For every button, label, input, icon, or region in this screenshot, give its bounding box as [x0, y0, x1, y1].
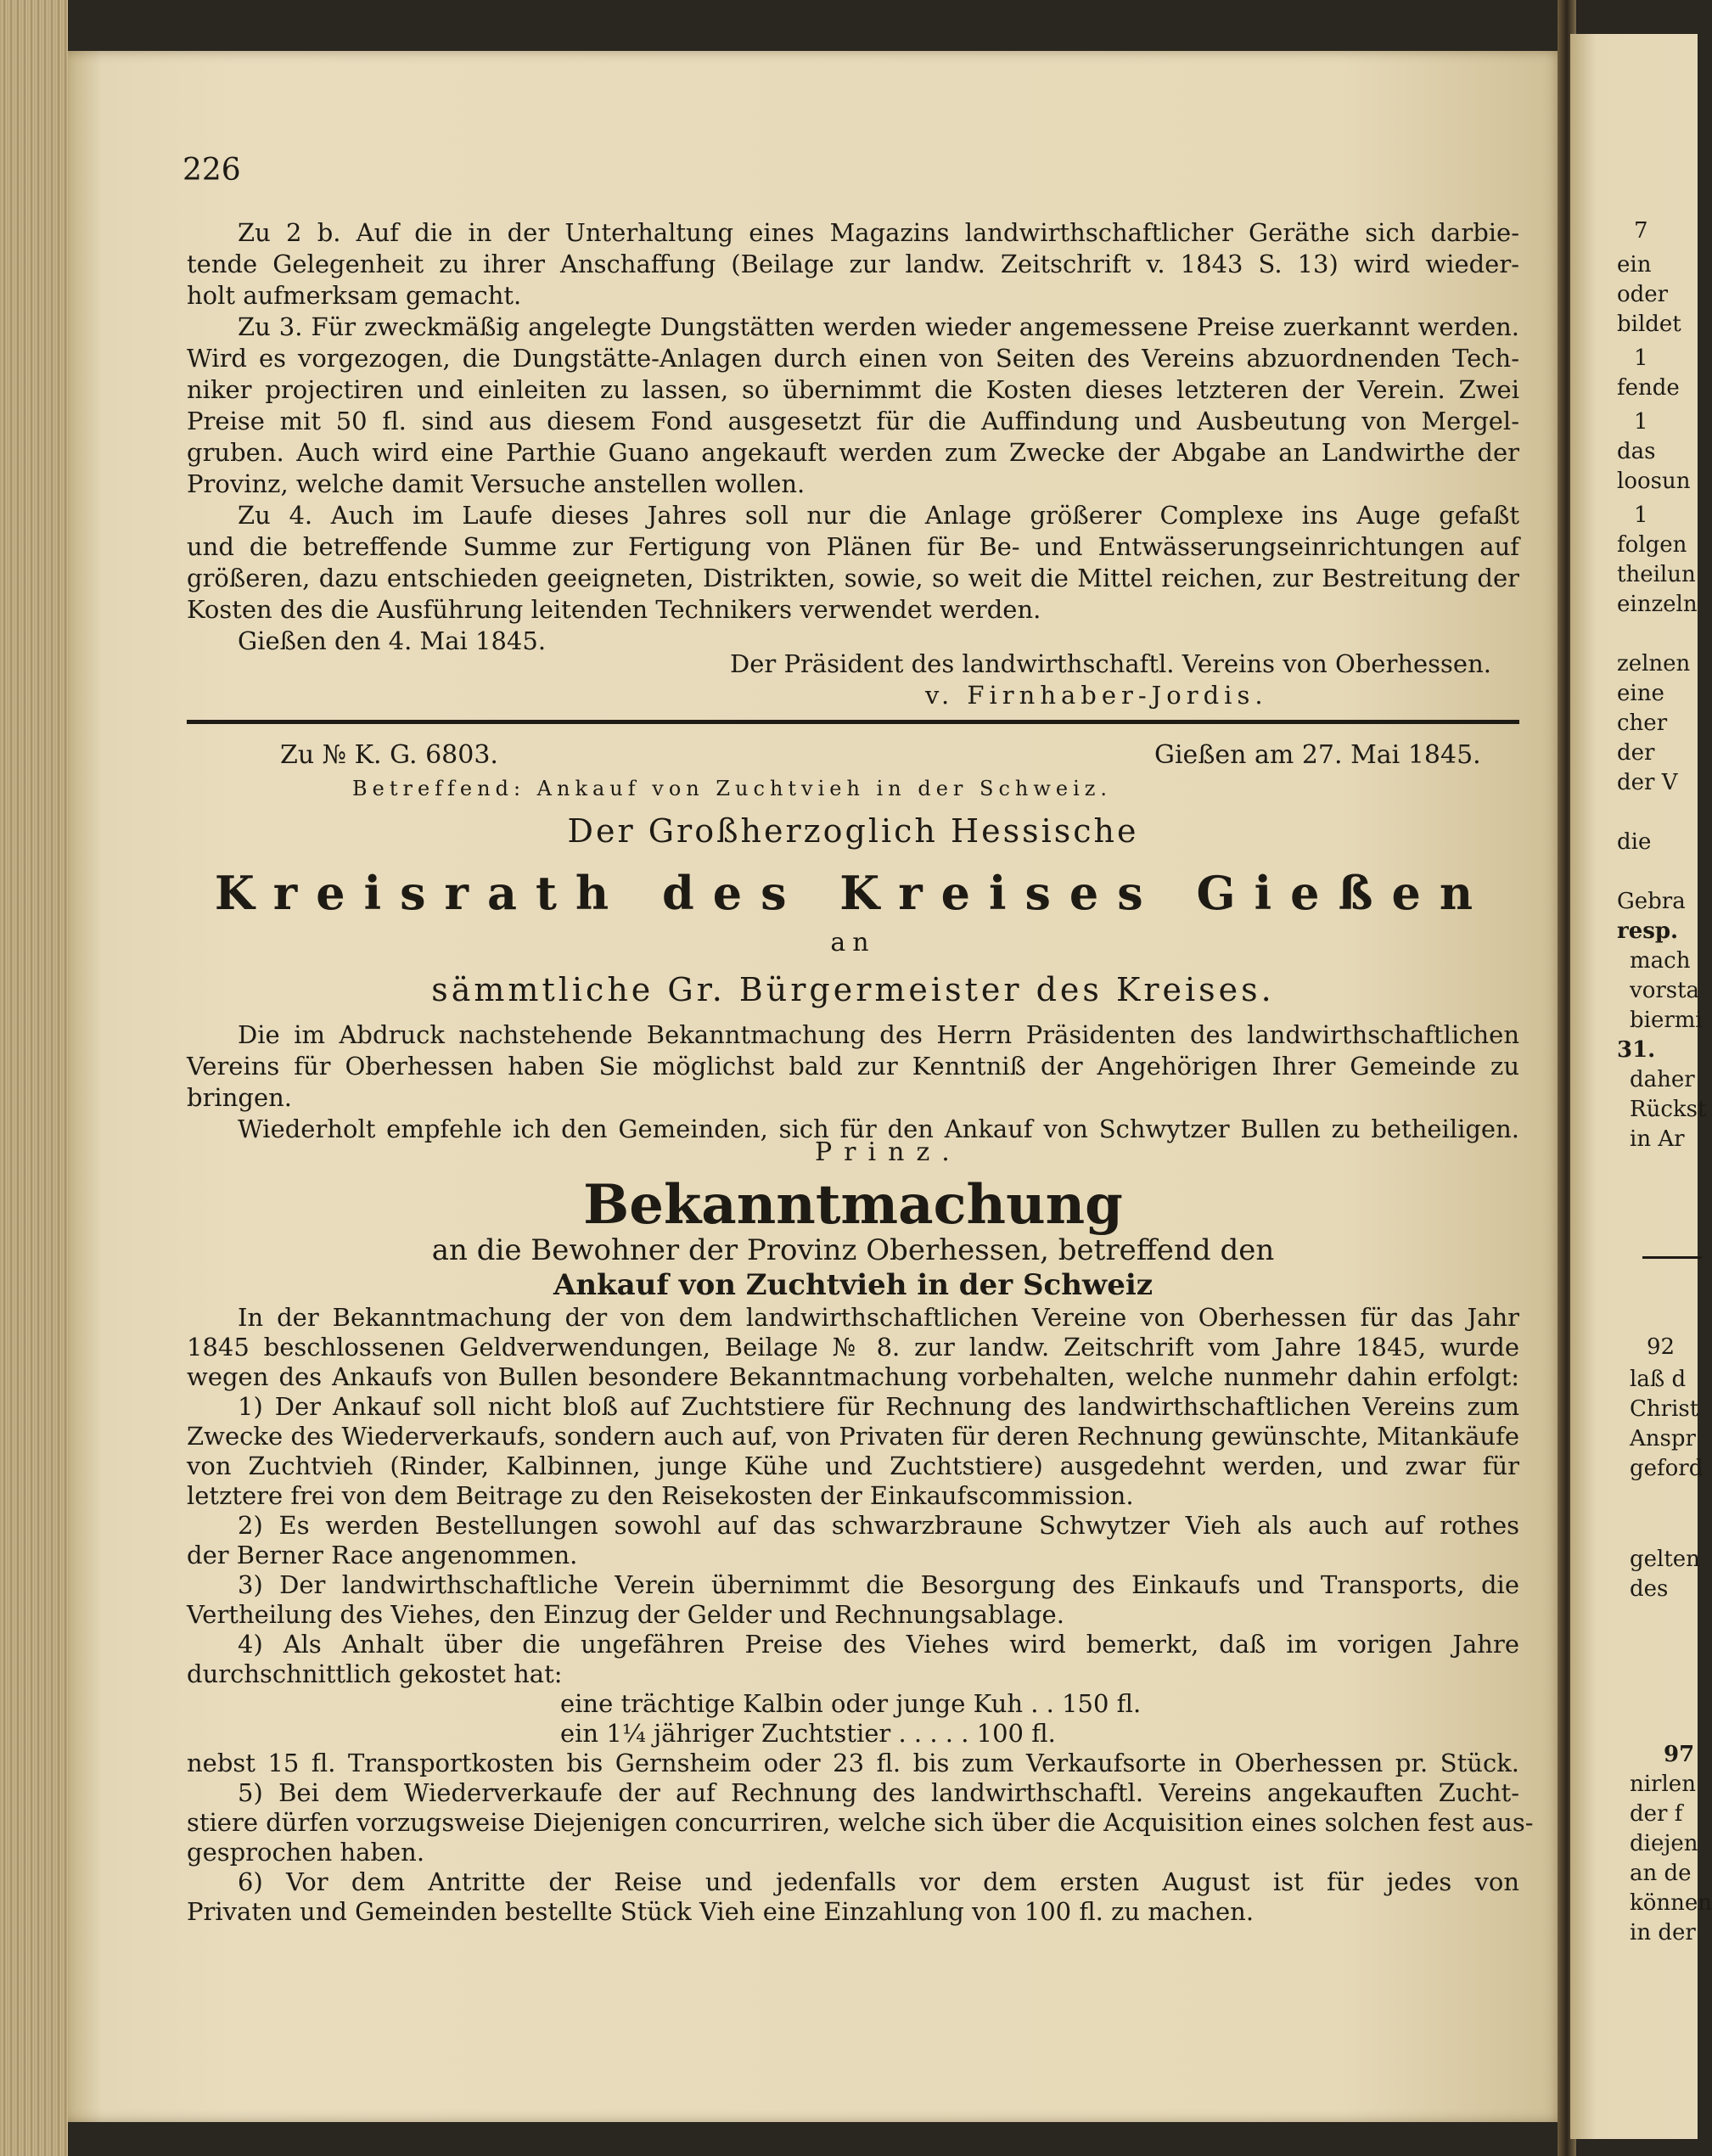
right-fragment: folgen	[1617, 532, 1687, 558]
place-date: Gießen am 27. Mai 1845.	[1154, 740, 1481, 770]
text-line: tende Gelegenheit zu ihrer Anschaffung (Beilage zur landw. Zeitschrift v. 1843 S. 13) wird wieder-	[187, 250, 1519, 278]
text-line: bringen.	[187, 1083, 293, 1112]
issuer-title: Kreisrath des Kreises Gießen	[214, 866, 1492, 920]
announcement-topic: Ankauf von Zuchtvieh in der Schweiz	[553, 1268, 1153, 1302]
right-fragment: daher	[1630, 1067, 1695, 1092]
text-line: Zu 3. Für zweckmäßig angelegte Dungstätten werden wieder angemessene Preise zuerkannt werden.	[238, 312, 1519, 341]
announcement-title: Bekanntmachung	[583, 1173, 1123, 1237]
right-fragment: nirlen	[1630, 1771, 1696, 1797]
right-fragment: 7	[1634, 218, 1648, 244]
right-fragment: 31.	[1617, 1037, 1656, 1063]
right-fragment: fende	[1617, 375, 1680, 401]
right-fragment: oder	[1617, 282, 1669, 307]
text-line: Wird es vorgezogen, die Dungstätte-Anlagen durch einen von Seiten des Vereins abzuordnenden Tech-	[187, 344, 1519, 373]
right-fragment: einzeln	[1617, 592, 1698, 617]
text-line: von Zuchtvieh (Rinder, Kalbinnen, junge Kühe und Zuchtstiere) ausgedehnt werden, und zwar für	[187, 1451, 1519, 1480]
right-fragment: Gebra	[1617, 889, 1686, 914]
text-line: stiere dürfen vorzugsweise Diejenigen concurriren, welche sich über die Acquisition eines solchen fest aus-	[187, 1808, 1534, 1837]
reference-number: Zu № K. G. 6803.	[280, 740, 498, 770]
text-line: 3) Der landwirthschaftliche Verein übernimmt die Besorgung des Einkaufs und Transports, die	[238, 1570, 1519, 1599]
text-line: der Berner Race angenommen.	[187, 1541, 578, 1569]
right-fragment: geford	[1630, 1456, 1704, 1481]
right-fragment: des	[1630, 1576, 1669, 1602]
right-fragment: laß d	[1630, 1367, 1687, 1392]
text-line: nebst 15 fl. Transportkosten bis Gernsheim oder 23 fl. bis zum Verkaufsorte in Oberhessen pr. Stück.	[187, 1749, 1519, 1777]
announcement-subtitle: an die Bewohner der Provinz Oberhessen, betreffend den	[431, 1233, 1275, 1267]
text-line: 4) Als Anhalt über die ungefähren Preise des Viehes wird bemerkt, daß im vorigen Jahre	[238, 1630, 1519, 1659]
right-fragment: resp.	[1617, 918, 1679, 944]
right-fragment: theilun	[1617, 562, 1696, 587]
text-line: gruben. Auch wird eine Parthie Guano angekauft werden zum Zwecke der Abgabe an Landwirthe der	[187, 438, 1519, 467]
right-fragment: biermi	[1630, 1008, 1703, 1033]
right-fragment: 1	[1634, 409, 1648, 435]
text-line: Die im Abdruck nachstehende Bekanntmachung des Herrn Präsidenten des landwirthschaftlichen	[238, 1020, 1519, 1049]
right-fragment: bildet	[1617, 312, 1681, 337]
right-fragment: Christ	[1630, 1396, 1699, 1422]
right-fragment: 1	[1634, 503, 1648, 528]
right-fragment: 1	[1634, 345, 1648, 371]
right-fragment: eine	[1617, 681, 1664, 706]
addressee: sämmtliche Gr. Bürgermeister des Kreises.	[431, 971, 1275, 1008]
price-row-zuchtstier: ein 1¼ jähriger Zuchtstier . . . . . 100 fl.	[560, 1719, 1056, 1748]
right-fragment: das	[1617, 439, 1656, 464]
text-line: Gießen den 4. Mai 1845.	[238, 626, 547, 655]
right-fragment: der V	[1617, 770, 1678, 795]
right-fragment: diejen	[1630, 1831, 1698, 1856]
signature-prinz: Prinz.	[815, 1137, 962, 1167]
right-fragment: die	[1617, 829, 1652, 855]
text-line: wegen des Ankaufs von Bullen besondere Bekanntmachung vorbehalten, welche nunmehr dahin erfolgt:	[187, 1362, 1519, 1391]
text-line: Zu 4. Auch im Laufe dieses Jahres soll nur die Anlage größerer Complexe ins Auge gefaßt	[238, 501, 1519, 530]
text-line: 2) Es werden Bestellungen sowohl auf das schwarzbraune Schwytzer Vieh als auch auf rothes	[238, 1511, 1519, 1540]
text-line: Provinz, welche damit Versuche anstellen wollen.	[187, 469, 805, 498]
book-edge	[0, 0, 68, 2156]
right-fragment: cher	[1617, 710, 1668, 736]
right-fragment: zelnen	[1617, 651, 1691, 677]
right-fragment: gelten	[1630, 1547, 1700, 1572]
right-fragment: in der	[1630, 1920, 1696, 1945]
page-number: 226	[182, 153, 241, 188]
signature-name: v. Firnhaber-Jordis.	[925, 681, 1268, 710]
text-line: holt aufmerksam gemacht.	[187, 281, 522, 310]
text-line: 5) Bei dem Wiederverkaufe der auf Rechnung des landwirthschaftl. Vereins angekauften Zucht-	[238, 1778, 1519, 1807]
right-fragment: der	[1617, 740, 1655, 766]
text-line: größeren, dazu entschieden geeigneten, Distrikten, sowie, so weit die Mittel reichen, zur Bestreitung der	[187, 564, 1519, 592]
text-line: Vereins für Oberhessen haben Sie möglichst bald zur Kenntniß der Angehörigen Ihrer Gemeinde zu	[187, 1052, 1519, 1081]
right-fragment: der f	[1630, 1801, 1683, 1827]
subject-line: Betreffend: Ankauf von Zuchtvieh in der Schweiz.	[352, 777, 1113, 800]
price-row-kalbin: eine trächtige Kalbin oder junge Kuh . . 150 fl.	[560, 1689, 1142, 1718]
text-line: Wiederholt empfehle ich den Gemeinden, sich für den Ankauf von Schwytzer Bullen zu betheiligen.	[238, 1114, 1519, 1143]
text-line: 6) Vor dem Antritte der Reise und jedenfalls vor dem ersten August ist für jedes von	[238, 1867, 1519, 1896]
right-fragment: loosun	[1617, 469, 1691, 494]
text-line: 1) Der Ankauf soll nicht bloß auf Zuchtstiere für Rechnung des landwirthschaftlichen Vereins zum	[238, 1392, 1519, 1421]
text-line: Kosten des die Ausführung leitenden Technikers verwendet werden.	[187, 595, 1041, 624]
text-line: Privaten und Gemeinden bestellte Stück Vieh eine Einzahlung von 100 fl. zu machen.	[187, 1897, 1255, 1926]
right-divider	[1642, 1256, 1702, 1259]
right-fragment: Rückst	[1630, 1097, 1707, 1122]
text-line: letztere frei von dem Beitrage zu den Reisekosten der Einkaufscommission.	[187, 1481, 1134, 1510]
text-line: 1845 beschlossenen Geldverwendungen, Beilage № 8. zur landw. Zeitschrift vom Jahre 1845, wurde	[187, 1333, 1519, 1362]
text-line: Preise mit 50 fl. sind aus diesem Fond ausgesetzt für die Auffindung und Ausbeutung von Mergel-	[187, 407, 1519, 435]
right-fragment: ein	[1617, 252, 1652, 278]
right-fragment: vorsta	[1630, 978, 1700, 1003]
right-fragment: können	[1630, 1890, 1712, 1916]
right-fragment: 92	[1647, 1334, 1676, 1360]
right-fragment: mach	[1630, 948, 1691, 974]
right-fragment: in Ar	[1630, 1126, 1685, 1152]
text-line: niker projectiren und einleiten zu lassen, so übernimmt die Kosten dieses letzteren der Verein. Zwei	[187, 375, 1519, 404]
text-line: gesprochen haben.	[187, 1838, 425, 1867]
text-line: Zwecke des Wiederverkaufs, sondern auch auf, von Privaten für deren Rechnung gewünschte, Mitankäufe	[187, 1422, 1519, 1451]
text-line: Zu 2 b. Auf die in der Unterhaltung eines Magazins landwirthschaftlicher Geräthe sich darbie-	[238, 218, 1519, 247]
text-line: Vertheilung des Viehes, den Einzug der Gelder und Rechnungsablage.	[187, 1600, 1064, 1629]
text-line: und die betreffende Summe zur Fertigung von Plänen für Be- und Entwässerungseinrichtungen auf	[187, 532, 1519, 561]
right-fragment: an de	[1630, 1861, 1692, 1886]
section-divider	[187, 720, 1519, 724]
addressee-an: an	[830, 928, 876, 957]
right-fragment: Anspr	[1630, 1426, 1696, 1451]
issuer-heading: Der Großherzoglich Hessische	[567, 812, 1139, 850]
signature-president: Der Präsident des landwirthschaftl. Vereins von Oberhessen.	[730, 649, 1491, 678]
text-line: durchschnittlich gekostet hat:	[187, 1659, 563, 1688]
right-fragment: 97	[1664, 1742, 1695, 1767]
text-line: In der Bekanntmachung der von dem landwirthschaftlichen Vereine von Oberhessen für das Jahr	[238, 1303, 1519, 1332]
